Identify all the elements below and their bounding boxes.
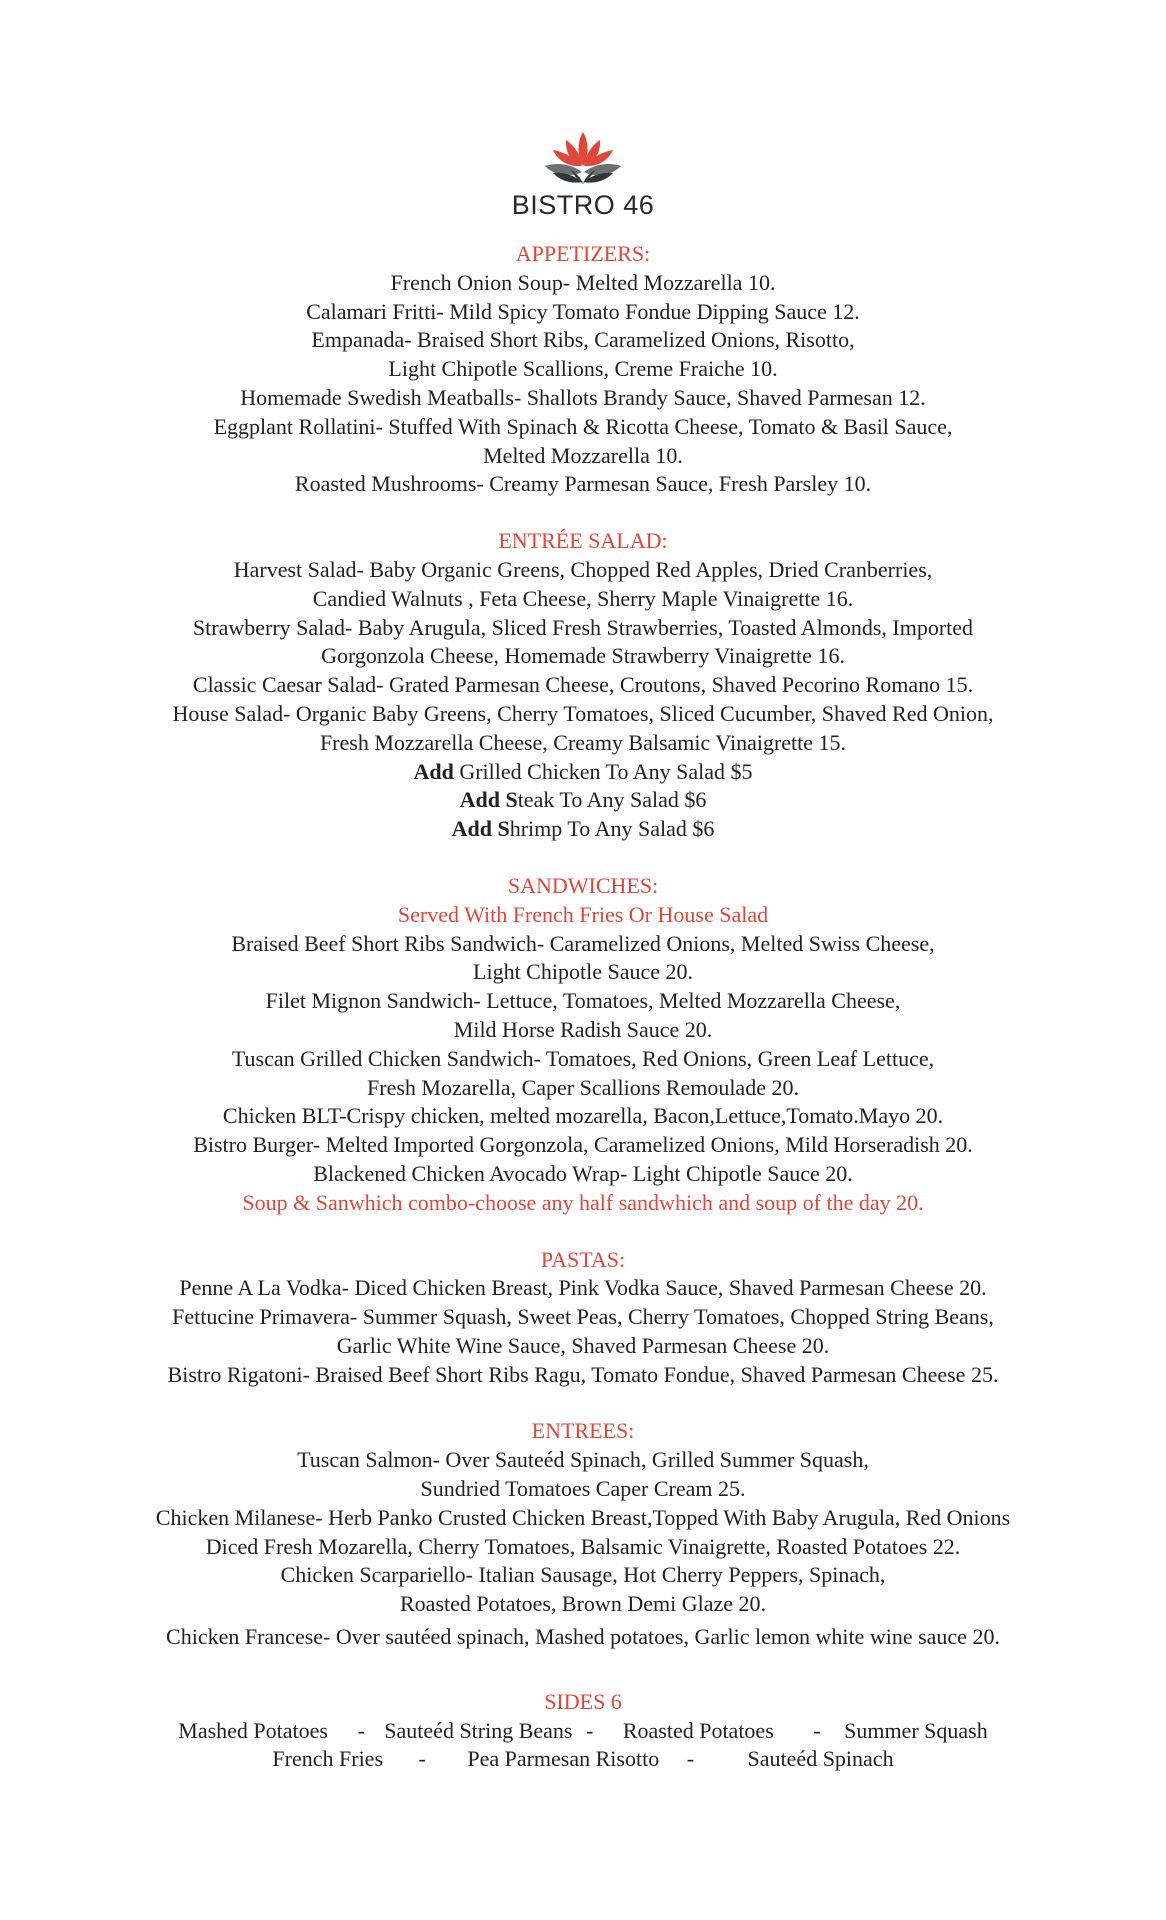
menu-line: French Onion Soup- Melted Mozzarella 10.	[390, 269, 776, 295]
addon-bold: Add	[413, 758, 454, 784]
entrees-section	[0, 1417, 1166, 1651]
sides-row-1	[0, 1717, 1166, 1746]
menu-line: Chicken Francese- Over sautéed spinach, Mashed potatoes, Garlic lemon white wine sauce 20.	[166, 1624, 1000, 1650]
menu-line: Braised Beef Short Ribs Sandwich- Caramelized Onions, Melted Swiss Cheese,	[231, 930, 935, 956]
menu-line: Bistro Burger- Melted Imported Gorgonzola, Caramelized Onions, Mild Horseradish 20.	[193, 1132, 973, 1158]
menu-line: Sundried Tomatoes Caper Cream 25.	[420, 1476, 746, 1502]
combo-line: Soup & Sanwhich combo-choose any half sandwhich and soup of the day 20.	[242, 1189, 924, 1215]
spacer	[0, 1652, 1166, 1688]
menu-line: Blackened Chicken Avocado Wrap- Light Chipotle Sauce 20.	[313, 1160, 853, 1186]
menu-line: Fettucine Primavera- Summer Squash, Sweet Peas, Cherry Tomatoes, Chopped String Beans,	[172, 1304, 994, 1330]
menu-line: Strawberry Salad- Baby Arugula, Sliced Fresh Strawberries, Toasted Almonds, Imported	[192, 614, 974, 640]
menu-line: Chicken Milanese- Herb Panko Crusted Chicken Breast,Topped With Baby Arugula, Red Onions	[155, 1504, 1011, 1530]
salad-section	[0, 527, 1166, 844]
menu-line: Bistro Rigatoni- Braised Beef Short Ribs Ragu, Tomato Fondue, Shaved Parmesan Cheese 25.	[167, 1361, 999, 1387]
section-heading: APPETIZERS:	[515, 241, 651, 266]
menu-line: Classic Caesar Salad- Grated Parmesan Cheese, Croutons, Shaved Pecorino Romano 15.	[192, 672, 974, 698]
menu-line: Roasted Potatoes, Brown Demi Glaze 20.	[400, 1591, 766, 1617]
side-item: Mashed Potatoes	[178, 1717, 328, 1743]
menu-line: Light Chipotle Scallions, Creme Fraiche 10.	[388, 356, 778, 382]
addon-text: Grilled Chicken To Any Salad $5	[453, 758, 753, 784]
menu-line: Roasted Mushrooms- Creamy Parmesan Sauce, Fresh Parsley 10.	[294, 471, 872, 497]
separator: -	[357, 1717, 365, 1743]
menu-line: Gorgonzola Cheese, Homemade Strawberry Vinaigrette 16.	[321, 643, 845, 669]
menu-line: Candied Walnuts , Feta Cheese, Sherry Maple Vinaigrette 16.	[312, 585, 854, 611]
separator: -	[813, 1717, 821, 1743]
section-subheading: Served With French Fries Or House Salad	[397, 901, 769, 927]
section-heading: ENTRÉE SALAD:	[498, 528, 668, 554]
logo-block	[0, 126, 1166, 221]
addon-bold: Add S	[459, 787, 518, 813]
appetizers-section	[0, 240, 1166, 499]
brand-name: BISTRO 46	[511, 190, 655, 220]
side-item: Sauteéd Spinach	[747, 1746, 894, 1772]
side-item: French Fries	[272, 1746, 384, 1772]
salad-addon	[0, 786, 1166, 815]
section-heading: PASTAS:	[540, 1246, 626, 1272]
section-heading: SIDES 6	[544, 1688, 622, 1714]
sandwiches-section	[0, 872, 1166, 1218]
menu-line: Calamari Fritti- Mild Spicy Tomato Fondue Dipping Sauce 12.	[306, 298, 860, 324]
menu-line: Mild Horse Radish Sauce 20.	[453, 1016, 713, 1042]
menu-line: Eggplant Rollatini- Stuffed With Spinach & Ricotta Cheese, Tomato & Basil Sauce,	[213, 413, 953, 439]
menu-line: Harvest Salad- Baby Organic Greens, Chopped Red Apples, Dried Cranberries,	[233, 556, 933, 582]
side-item: Pea Parmesan Risotto	[467, 1746, 660, 1772]
addon-text: teak To Any Salad $6	[517, 787, 707, 813]
section-heading: SANDWICHES:	[507, 872, 659, 898]
lotus-icon	[531, 126, 635, 186]
separator: -	[586, 1717, 594, 1743]
menu-line: Fresh Mozzarella Cheese, Creamy Balsamic Vinaigrette 15.	[319, 729, 847, 755]
addon-text: hrimp To Any Salad $6	[509, 816, 715, 842]
menu-line: Empanada- Braised Short Ribs, Caramelized Onions, Risotto,	[311, 327, 855, 353]
spacer	[0, 1389, 1166, 1417]
separator: -	[418, 1746, 426, 1772]
menu-body	[0, 240, 1166, 1774]
menu-line: Tuscan Salmon- Over Sauteéd Spinach, Grilled Summer Squash,	[297, 1447, 869, 1473]
menu-line: Fresh Mozarella, Caper Scallions Remoulade 20.	[367, 1074, 799, 1100]
pastas-section	[0, 1246, 1166, 1390]
spacer	[0, 1218, 1166, 1246]
section-heading: ENTREES:	[531, 1418, 635, 1444]
side-item: Summer Squash	[844, 1717, 988, 1743]
addon-bold: Add S	[451, 816, 510, 842]
sides-section	[0, 1688, 1166, 1774]
menu-line: Chicken BLT-Crispy chicken, melted mozarella, Bacon,Lettuce,Tomato.Mayo 20.	[222, 1103, 944, 1129]
menu-line: Tuscan Grilled Chicken Sandwich- Tomatoes, Red Onions, Green Leaf Lettuce,	[231, 1045, 935, 1071]
menu-line: Homemade Swedish Meatballs- Shallots Brandy Sauce, Shaved Parmesan 12.	[240, 384, 926, 410]
sides-row-2	[0, 1745, 1166, 1774]
spacer	[0, 499, 1166, 527]
spacer	[0, 844, 1166, 872]
salad-addon	[0, 815, 1166, 844]
menu-line: Filet Mignon Sandwich- Lettuce, Tomatoes, Melted Mozzarella Cheese,	[265, 988, 901, 1014]
menu-line: Chicken Scarpariello- Italian Sausage, Hot Cherry Peppers, Spinach,	[280, 1562, 886, 1588]
side-item: Sauteéd String Beans	[384, 1717, 573, 1743]
menu-line: Melted Mozzarella 10.	[483, 442, 683, 468]
salad-addon	[0, 758, 1166, 787]
menu-line: House Salad- Organic Baby Greens, Cherry Tomatoes, Sliced Cucumber, Shaved Red Onion,	[172, 700, 994, 726]
side-item: Roasted Potatoes	[622, 1717, 774, 1743]
menu-line: Garlic White Wine Sauce, Shaved Parmesan Cheese 20.	[336, 1332, 830, 1358]
menu-line: Penne A La Vodka- Diced Chicken Breast, Pink Vodka Sauce, Shaved Parmesan Cheese 20.	[179, 1275, 987, 1301]
separator: -	[686, 1746, 695, 1772]
menu-line: Light Chipotle Sauce 20.	[473, 959, 693, 985]
menu-line: Diced Fresh Mozarella, Cherry Tomatoes, Balsamic Vinaigrette, Roasted Potatoes 22.	[205, 1533, 961, 1559]
